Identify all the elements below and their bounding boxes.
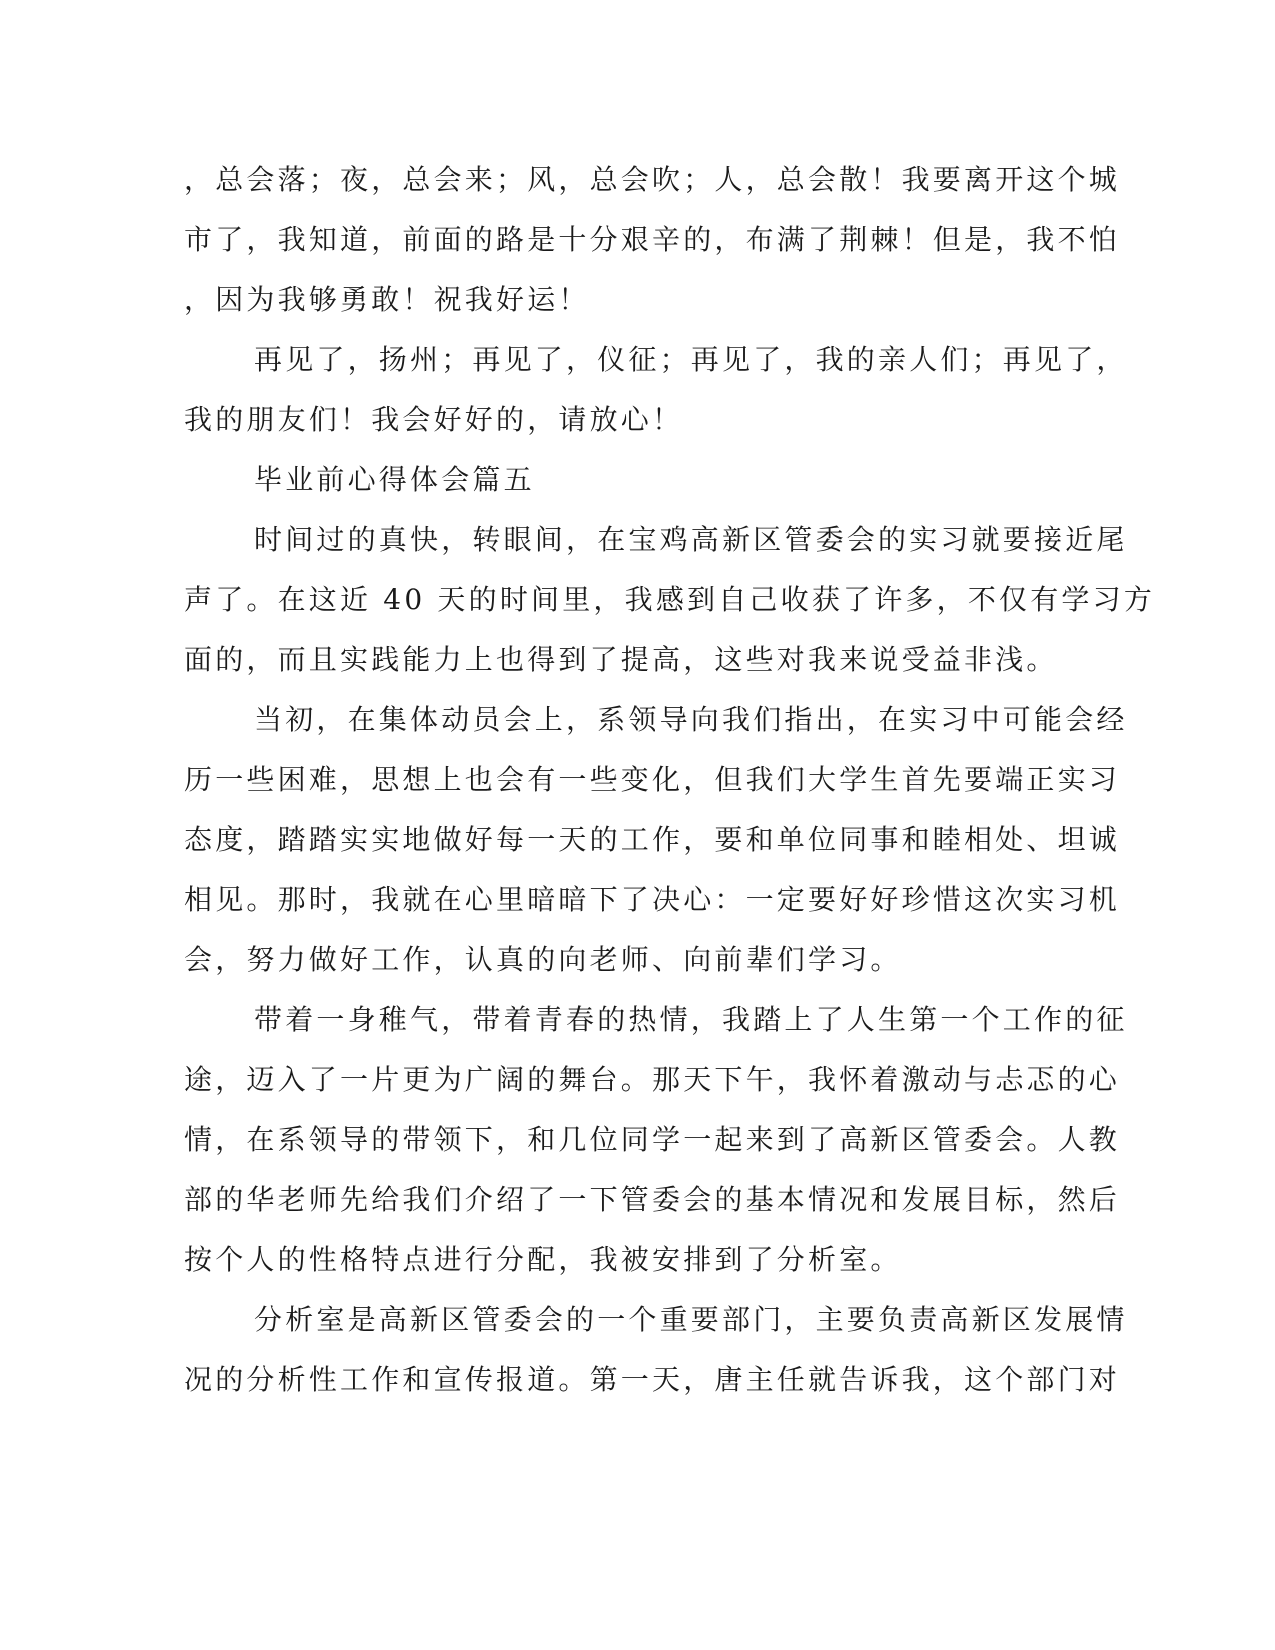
text-line: 市了，我知道，前面的路是十分艰辛的，布满了荆棘！但是，我不怕	[184, 223, 1121, 256]
text-line: ，总会落；夜，总会来；风，总会吹；人，总会散！我要离开这个城	[184, 163, 1121, 196]
text-line: 面的，而且实践能力上也得到了提高，这些对我来说受益非浅。	[184, 643, 1058, 676]
text-line: 时间过的真快，转眼间，在宝鸡高新区管委会的实习就要接近尾	[254, 523, 1128, 556]
section-heading: 毕业前心得体会篇五	[254, 463, 535, 496]
text-line: 情，在系领导的带领下，和几位同学一起来到了高新区管委会。人教	[184, 1123, 1121, 1156]
document-body	[184, 150, 1156, 1410]
text-line: ，因为我够勇敢！祝我好运！	[184, 283, 590, 316]
text-line: 历一些困难，思想上也会有一些变化，但我们大学生首先要端正实习	[184, 763, 1121, 796]
text-line: 会，努力做好工作，认真的向老师、向前辈们学习。	[184, 943, 902, 976]
text-line: 况的分析性工作和宣传报道。第一天，唐主任就告诉我，这个部门对	[184, 1363, 1121, 1396]
text-line: 再见了，扬州；再见了，仪征；再见了，我的亲人们；再见了，	[254, 343, 1128, 376]
text-line: 声了。在这近 40 天的时间里，我感到自己收获了许多，不仅有学习方	[184, 583, 1156, 616]
text-line: 带着一身稚气，带着青春的热情，我踏上了人生第一个工作的征	[254, 1003, 1128, 1036]
text-line: 途，迈入了一片更为广阔的舞台。那天下午，我怀着激动与忐忑的心	[184, 1063, 1121, 1096]
text-line: 部的华老师先给我们介绍了一下管委会的基本情况和发展目标，然后	[184, 1183, 1121, 1216]
text-line: 当初，在集体动员会上，系领导向我们指出，在实习中可能会经	[254, 703, 1128, 736]
text-line: 态度，踏踏实实地做好每一天的工作，要和单位同事和睦相处、坦诚	[184, 823, 1121, 856]
text-line: 我的朋友们！我会好好的，请放心！	[184, 403, 684, 436]
text-line: 相见。那时，我就在心里暗暗下了决心：一定要好好珍惜这次实习机	[184, 883, 1121, 916]
text-line: 分析室是高新区管委会的一个重要部门，主要负责高新区发展情	[254, 1303, 1128, 1336]
text-line: 按个人的性格特点进行分配，我被安排到了分析室。	[184, 1243, 902, 1276]
